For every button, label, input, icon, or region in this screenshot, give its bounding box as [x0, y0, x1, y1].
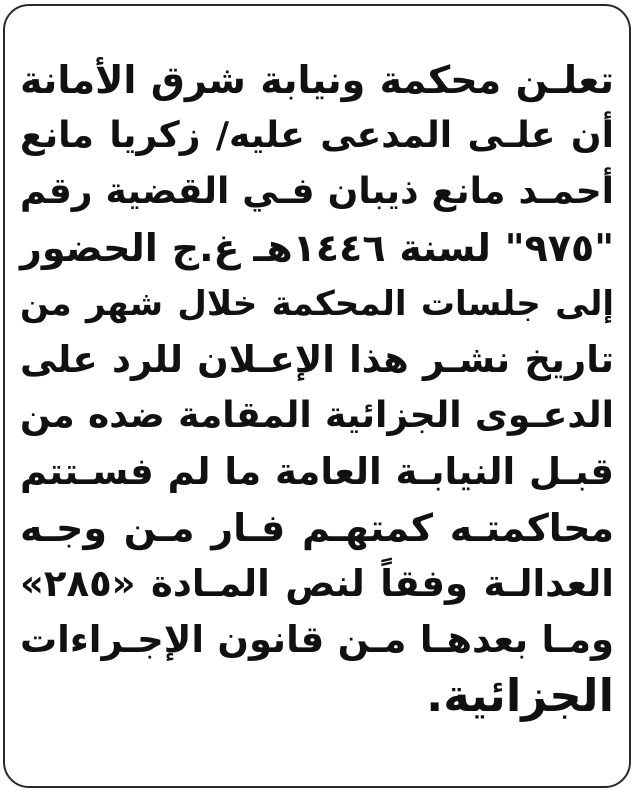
notice-line-12: الجزائية.: [426, 669, 614, 722]
notice-line-10: العدالـة وفقاً لنص المـادة «٢٨٥»: [20, 562, 614, 605]
notice-line-5: إلى جلسات المحكمة خلال شهر من: [20, 284, 614, 324]
notice-line-4: "٩٧٥" لسنة ١٤٤٦هـ غ.ج الحضور: [20, 226, 614, 270]
notice-line-11: ومـا بعدهـا مـن قانون الإجـراءات: [20, 618, 614, 661]
notice-line-6: تاريخ نشـر هذا الإعـلان للرد على: [20, 338, 614, 381]
notice-line-7: الدعـوى الجزائية المقامة ضده من: [20, 395, 614, 436]
notice-body: [20, 52, 614, 724]
notice-line-9: محاكمتـه كمتهـم فـار مـن وجـه: [20, 506, 614, 550]
notice-line-2: أن علـى المدعى عليه/ زكريا مانع: [20, 115, 614, 156]
notice-line-1: تعلـن محكمة ونيابة شرق الأمانة: [20, 58, 614, 102]
notice-line-8: قبـل النيابـة العامة ما لم فسـتتم: [20, 450, 614, 493]
notice-line-3: أحمـد مانع ذيبان فـي القضية رقم: [20, 171, 614, 212]
